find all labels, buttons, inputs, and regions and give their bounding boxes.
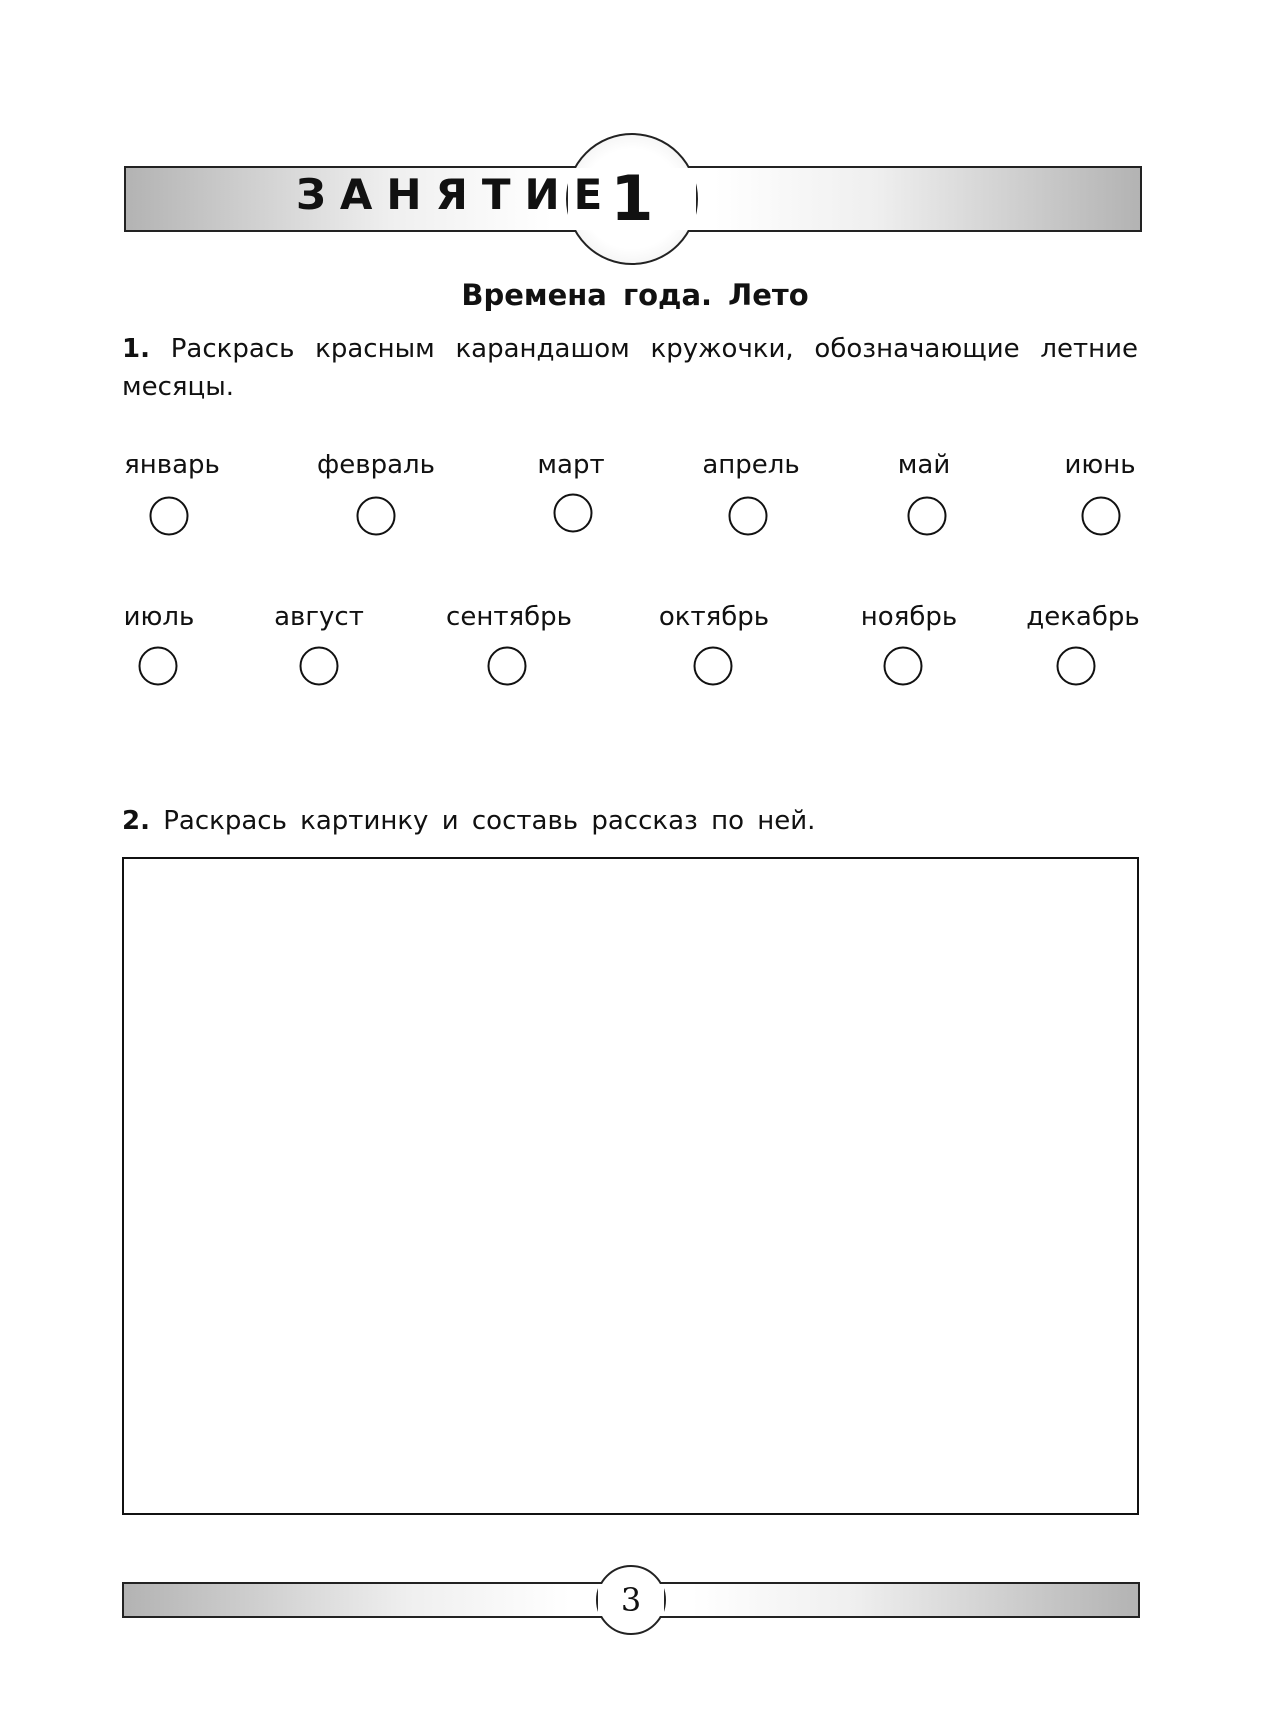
month-circle-september[interactable] — [488, 647, 527, 686]
month-circle-july[interactable] — [139, 647, 178, 686]
month-label: декабрь — [1026, 602, 1140, 632]
task-2-text: Раскрась картинку и составь рассказ по ней. — [163, 806, 816, 836]
month-circle-november[interactable] — [884, 647, 923, 686]
lesson-number: 1 — [610, 162, 654, 235]
month-circle-august[interactable] — [300, 647, 339, 686]
month-label: апрель — [702, 450, 800, 480]
task-2-number: 2. — [122, 806, 150, 836]
month-circle-april[interactable] — [729, 497, 768, 536]
month-circle-january[interactable] — [150, 497, 189, 536]
month-label: май — [897, 450, 951, 480]
task-2 — [122, 802, 1138, 840]
month-label: сентябрь — [446, 602, 572, 632]
month-circle-march[interactable] — [554, 494, 593, 533]
page-subtitle: Времена года. Лето — [461, 278, 809, 312]
month-label: март — [537, 450, 605, 480]
month-label: ноябрь — [860, 602, 958, 632]
month-circle-may[interactable] — [908, 497, 947, 536]
month-label: июнь — [1064, 450, 1136, 480]
picture-frame[interactable] — [122, 857, 1139, 1515]
month-circle-june[interactable] — [1082, 497, 1121, 536]
task-1-text: Раскрась красным карандашом кружочки, обозначающие летние месяцы. — [122, 334, 1139, 402]
month-label: январь — [124, 450, 220, 480]
month-label: февраль — [317, 450, 435, 480]
task-1-number: 1. — [122, 334, 150, 364]
month-label: август — [274, 602, 364, 632]
task-1 — [122, 330, 1138, 406]
month-label: октябрь — [658, 602, 770, 632]
page-number: 3 — [620, 1581, 642, 1619]
month-label: июль — [123, 602, 195, 632]
month-circle-december[interactable] — [1057, 647, 1096, 686]
month-circle-october[interactable] — [694, 647, 733, 686]
lesson-title: ЗАНЯТИЕ — [296, 170, 617, 219]
month-circle-february[interactable] — [357, 497, 396, 536]
